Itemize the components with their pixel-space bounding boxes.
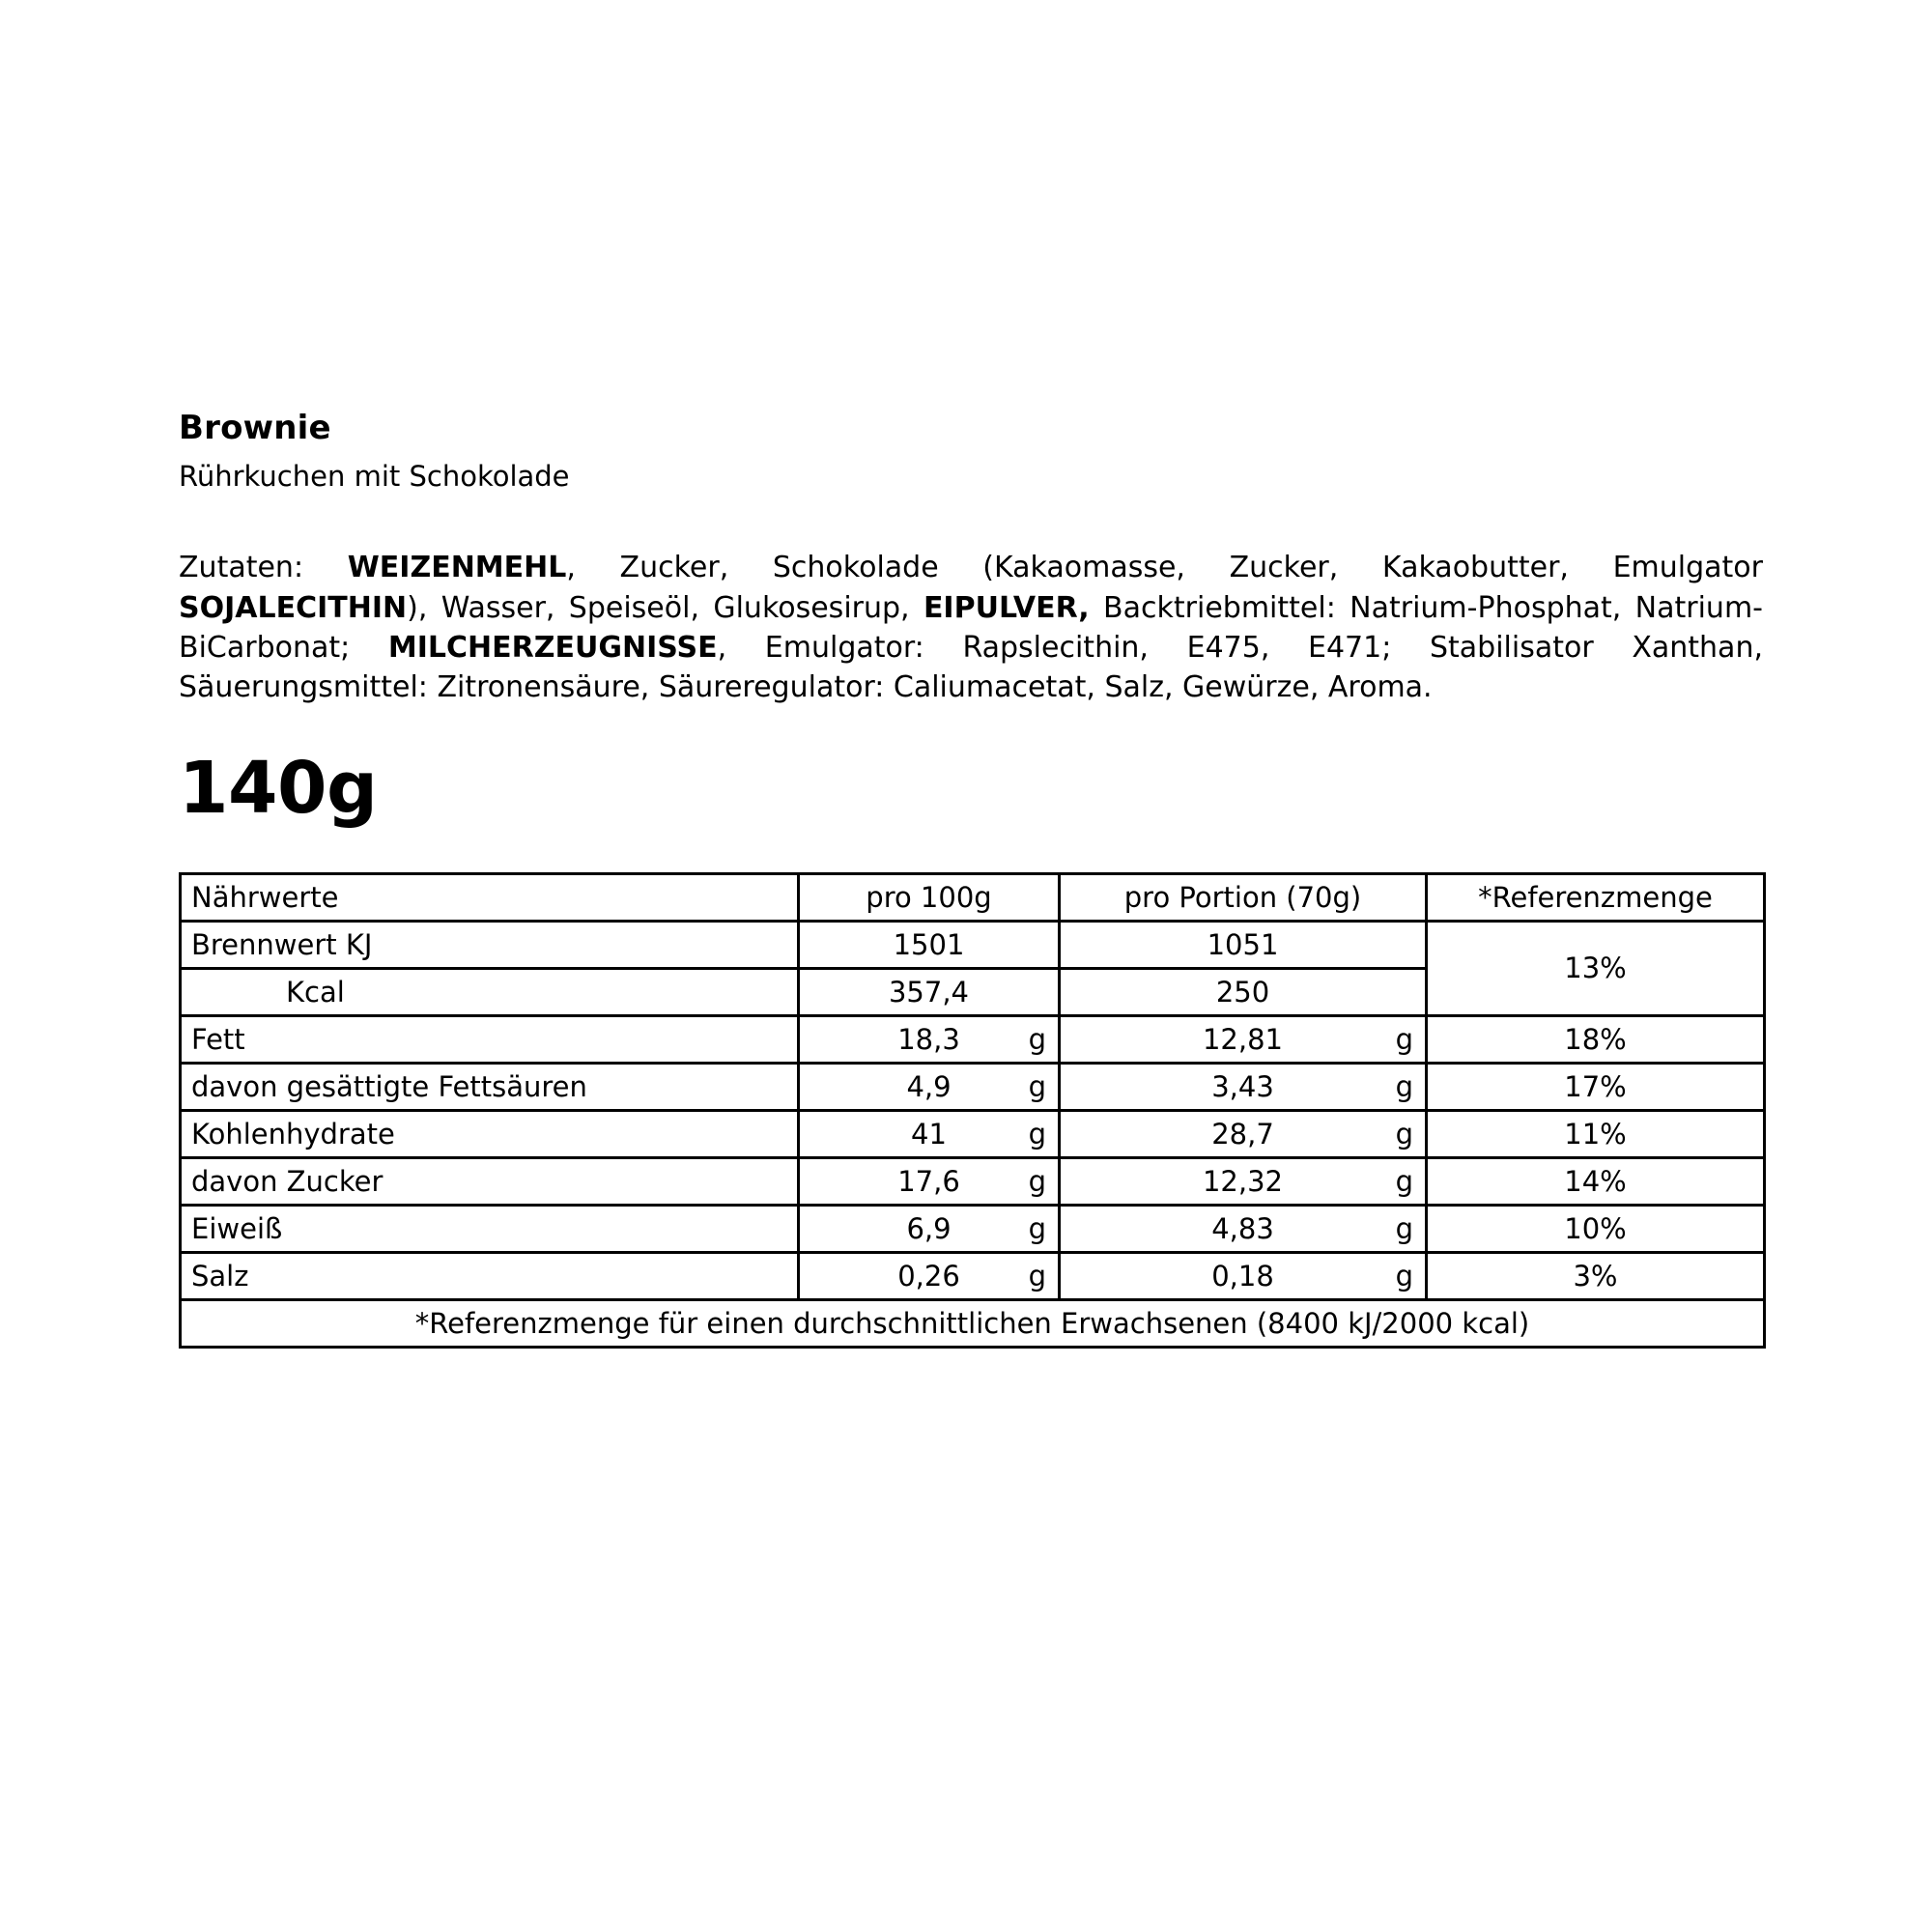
ingredient-allergen: SOJALECITHIN [179, 590, 408, 625]
header-per-portion: pro Portion (70g) [1060, 873, 1427, 921]
table-row [181, 1157, 1765, 1205]
ingredient-allergen: EIPULVER, [923, 590, 1090, 625]
nutrition-table [179, 872, 1766, 1349]
value-per-100g [799, 1252, 1060, 1299]
nutrient-name: Kcal [181, 968, 799, 1015]
label-content [179, 411, 1763, 1349]
value-per-100g [799, 921, 1060, 968]
nutrition-table-foot [181, 1299, 1765, 1347]
value-per-100g [799, 1110, 1060, 1157]
value-per-portion [1060, 1110, 1427, 1157]
header-reference: *Referenzmenge [1427, 873, 1765, 921]
value-per-100g-value: 357,4 [888, 975, 970, 1009]
net-weight: 140g [179, 746, 378, 830]
value-per-portion-unit: g [1395, 1211, 1413, 1245]
value-per-portion-value: 0,18 [1211, 1259, 1274, 1293]
value-per-portion-value: 12,32 [1202, 1164, 1284, 1198]
value-per-portion-unit: g [1395, 1022, 1413, 1056]
value-per-100g-unit: g [1028, 1211, 1046, 1245]
table-row [181, 1063, 1765, 1110]
table-row [181, 1205, 1765, 1252]
value-per-portion-value: 3,43 [1211, 1069, 1274, 1103]
reference-footnote: *Referenzmenge für einen durchschnittlichen Erwachsenen (8400 kJ/2000 kcal) [181, 1299, 1765, 1347]
table-row [181, 1252, 1765, 1299]
value-per-portion-value: 12,81 [1202, 1022, 1284, 1056]
value-reference: 14% [1427, 1157, 1765, 1205]
ingredient-allergen: MILCHERZEUGNISSE [387, 630, 718, 665]
nutrient-name: Salz [181, 1252, 799, 1299]
value-per-100g [799, 1205, 1060, 1252]
value-per-100g-value: 0,26 [897, 1259, 960, 1293]
header-nutrition: Nährwerte [181, 873, 799, 921]
value-per-portion-unit: g [1395, 1117, 1413, 1151]
ingredient-allergen: WEIZENMEHL [347, 551, 567, 585]
nutrient-name: Brennwert KJ [181, 921, 799, 968]
value-per-100g-unit: g [1028, 1164, 1046, 1198]
nutrient-name: davon Zucker [181, 1157, 799, 1205]
table-footnote-row [181, 1299, 1765, 1347]
value-per-portion [1060, 921, 1427, 968]
nutrient-name: Kohlenhydrate [181, 1110, 799, 1157]
value-per-100g-value: 1501 [893, 927, 965, 961]
value-per-portion-unit: g [1395, 1164, 1413, 1198]
value-per-100g-unit: g [1028, 1069, 1046, 1103]
nutrient-name: davon gesättigte Fettsäuren [181, 1063, 799, 1110]
value-per-100g [799, 968, 1060, 1015]
value-per-100g [799, 1063, 1060, 1110]
value-per-portion-value: 28,7 [1211, 1117, 1274, 1151]
value-per-100g-unit: g [1028, 1022, 1046, 1056]
ingredient-text: , Zucker, Schokolade (Kakaomasse, Zucker, Kakaobutter, Emulgator [566, 551, 1763, 585]
ingredient-text: , Emulgator: Rapslecithin, E475, E471; Stabilisator Xanthan, Säuerungsmittel: Zitronensäure, Säureregulator: Caliumacetat, Salz, Gewürze, Aroma. [179, 630, 1763, 705]
value-per-100g [799, 1157, 1060, 1205]
table-row [181, 921, 1765, 968]
value-per-portion [1060, 1252, 1427, 1299]
value-reference: 10% [1427, 1205, 1765, 1252]
value-per-portion-value: 1051 [1207, 927, 1279, 961]
product-subtitle: Rührkuchen mit Schokolade [179, 460, 570, 494]
value-per-portion-unit: g [1395, 1259, 1413, 1293]
value-per-100g-unit: g [1028, 1259, 1046, 1293]
value-per-100g-value: 6,9 [906, 1211, 952, 1245]
page-title: Brownie [179, 409, 331, 447]
value-per-portion [1060, 1063, 1427, 1110]
value-per-100g-value: 4,9 [906, 1069, 952, 1103]
value-per-100g-unit: g [1028, 1117, 1046, 1151]
table-row [181, 1015, 1765, 1063]
nutrition-table-body [181, 873, 1765, 1299]
value-per-portion-value: 250 [1215, 975, 1270, 1009]
value-reference: 11% [1427, 1110, 1765, 1157]
ingredient-text: ), Wasser, Speiseöl, Glukosesirup, [407, 590, 923, 625]
value-per-portion [1060, 968, 1427, 1015]
value-reference: 18% [1427, 1015, 1765, 1063]
value-reference: 13% [1427, 921, 1765, 1015]
value-per-portion [1060, 1157, 1427, 1205]
value-per-portion [1060, 1015, 1427, 1063]
value-per-100g-value: 41 [911, 1117, 947, 1151]
header-per-100g: pro 100g [799, 873, 1060, 921]
value-per-portion-value: 4,83 [1211, 1211, 1274, 1245]
value-per-portion-unit: g [1395, 1069, 1413, 1103]
value-per-100g [799, 1015, 1060, 1063]
table-header-row [181, 873, 1765, 921]
table-row [181, 1110, 1765, 1157]
nutrition-table-wrapper [179, 872, 1763, 1349]
nutrient-name: Eiweiß [181, 1205, 799, 1252]
value-per-portion [1060, 1205, 1427, 1252]
value-per-100g-value: 17,6 [897, 1164, 960, 1198]
nutrient-name: Fett [181, 1015, 799, 1063]
ingredient-text: Backtriebmittel: Natrium-Phosphat, Natrium-BiCarbonat; [179, 590, 1763, 665]
ingredients-paragraph [179, 548, 1763, 708]
value-reference: 3% [1427, 1252, 1765, 1299]
value-reference: 17% [1427, 1063, 1765, 1110]
value-per-100g-value: 18,3 [897, 1022, 960, 1056]
ingredient-text: Zutaten: [179, 551, 348, 585]
